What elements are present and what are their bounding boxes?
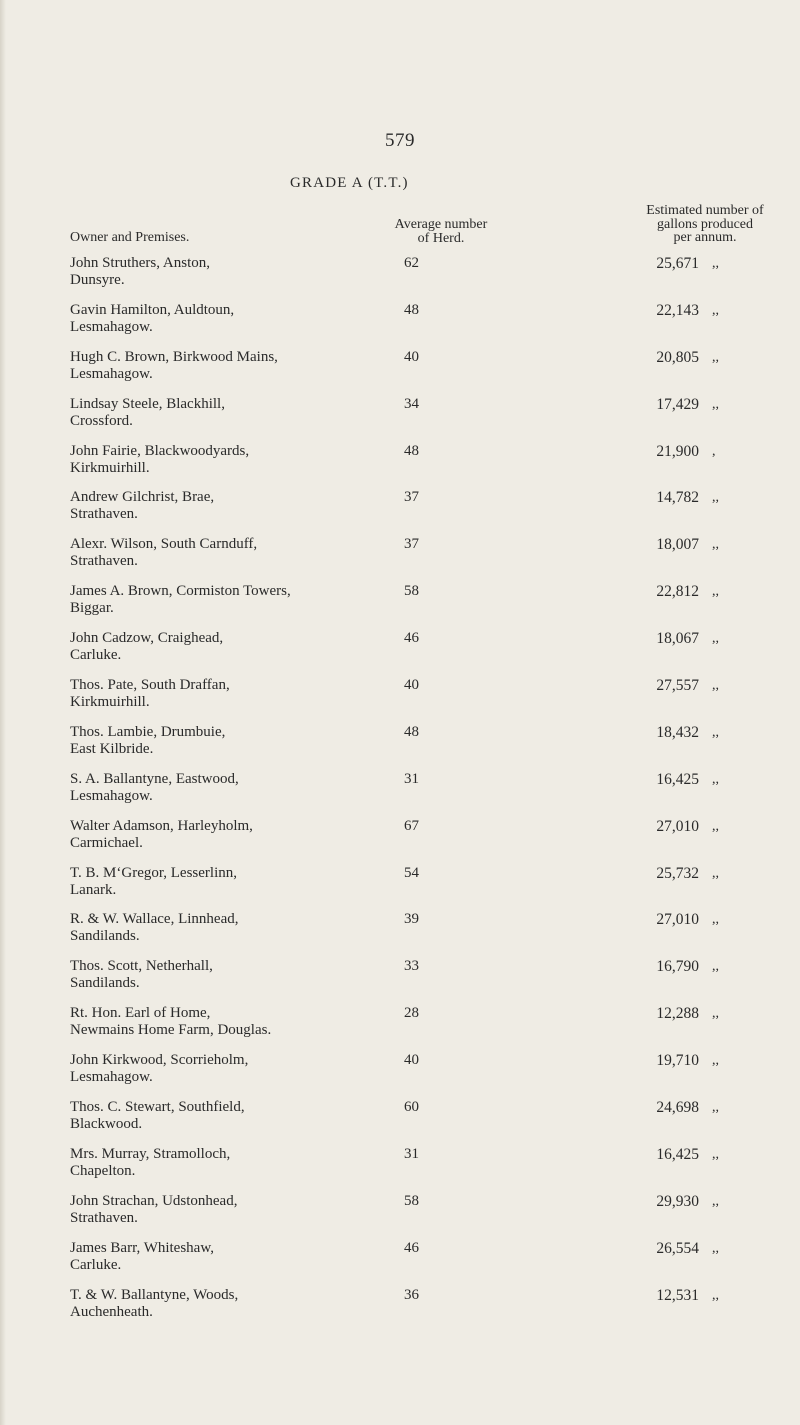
premises-place: Carmichael. — [70, 834, 143, 851]
premises-place: Strathaven. — [70, 506, 138, 523]
herd-count: 36 — [404, 1286, 419, 1303]
premises-place: Auchenheath. — [70, 1303, 153, 1320]
owner-premises — [70, 536, 380, 570]
table-row — [0, 1287, 800, 1334]
herd-count: 40 — [404, 348, 419, 365]
herd-count: 58 — [404, 583, 419, 600]
owner-premises — [70, 630, 380, 664]
herd-count: 31 — [404, 770, 419, 787]
gallons-per-annum: 17,429 — [656, 395, 699, 413]
premises-place: Carluke. — [70, 647, 122, 664]
owner-name: Alexr. Wilson, South Carnduff, — [70, 536, 258, 553]
gallons-per-annum: 27,010 — [656, 911, 699, 929]
premises-place: Kirkmuirhill. — [70, 459, 150, 476]
owner-premises — [70, 958, 380, 992]
herd-count: 40 — [404, 1052, 419, 1069]
table-row — [0, 302, 800, 349]
ditto-mark: ,, — [712, 1053, 719, 1069]
owner-name: Thos. Pate, South Draffan, — [70, 677, 230, 694]
grade-title: GRADE A (T.T.) — [290, 175, 409, 191]
table-row — [0, 489, 800, 536]
ditto-mark: ,, — [712, 865, 719, 881]
owner-name: Lindsay Steele, Blackhill, — [70, 395, 225, 412]
gallons-per-annum: 14,782 — [656, 489, 699, 507]
premises-place: Lanark. — [70, 881, 117, 898]
owner-premises — [70, 1052, 380, 1086]
ditto-mark: ,, — [712, 912, 719, 928]
herd-count: 33 — [404, 958, 419, 975]
header-herd — [376, 218, 506, 246]
table-row — [0, 1240, 800, 1287]
table-row — [0, 1052, 800, 1099]
herd-count: 62 — [404, 255, 419, 271]
ditto-mark: ,, — [712, 584, 719, 600]
gallons-per-annum: 22,143 — [656, 301, 699, 319]
gallons-per-annum: 12,531 — [656, 1286, 699, 1304]
ditto-mark: ,, — [712, 771, 719, 787]
premises-place: Lesmahagow. — [70, 365, 153, 382]
header-herd-line2: of Herd. — [417, 231, 465, 246]
herd-count: 37 — [404, 536, 419, 553]
header-gallons — [610, 204, 800, 245]
table-row — [0, 583, 800, 630]
owner-premises — [70, 489, 380, 523]
owner-premises — [70, 677, 380, 711]
herd-count: 39 — [404, 911, 419, 928]
table-row — [0, 443, 800, 490]
herd-count: 48 — [404, 301, 419, 318]
gallons-per-annum: 21,900 — [656, 442, 699, 460]
ditto-mark: ,, — [712, 1240, 719, 1256]
ditto-mark: , — [712, 443, 716, 459]
gallons-per-annum: 16,790 — [656, 958, 699, 976]
table-row — [0, 1146, 800, 1193]
premises-place: Sandilands. — [70, 975, 140, 992]
owner-name: John Struthers, Anston, — [70, 255, 211, 271]
gallons-per-annum: 22,812 — [656, 583, 699, 601]
table-row — [0, 1193, 800, 1240]
owner-premises — [70, 818, 380, 852]
ditto-mark: ,, — [712, 1006, 719, 1022]
table-row — [0, 958, 800, 1005]
owner-name: R. & W. Wallace, Linnhead, — [70, 911, 239, 928]
owner-name: S. A. Ballantyne, Eastwood, — [70, 770, 239, 787]
owner-name: John Kirkwood, Scorrieholm, — [70, 1052, 249, 1069]
premises-place: Blackwood. — [70, 1116, 143, 1133]
table-row — [0, 865, 800, 912]
owner-premises — [70, 1193, 380, 1227]
gallons-per-annum: 26,554 — [656, 1239, 699, 1257]
ditto-mark: ,, — [712, 396, 719, 412]
herd-count: 31 — [404, 1145, 419, 1162]
owner-name: Andrew Gilchrist, Brae, — [70, 489, 215, 506]
header-owner-label: Owner and Premises. — [70, 230, 190, 245]
herd-count: 28 — [404, 1005, 419, 1022]
ditto-mark: ,, — [712, 1146, 719, 1162]
herd-count: 48 — [404, 442, 419, 459]
header-gallons-line3: per annum. — [673, 230, 737, 245]
ditto-mark: ,, — [712, 678, 719, 694]
table-row — [0, 536, 800, 583]
owner-name: T. & W. Ballantyne, Woods, — [70, 1286, 239, 1303]
herd-count: 40 — [404, 677, 419, 694]
herd-count: 46 — [404, 630, 419, 647]
table-row — [0, 1005, 800, 1052]
premises-place: Sandilands. — [70, 928, 140, 945]
ditto-mark: ,, — [712, 818, 719, 834]
premises-place: Strathaven. — [70, 553, 138, 570]
table-row — [0, 771, 800, 818]
owner-premises — [70, 771, 380, 805]
owner-premises — [70, 1005, 380, 1039]
gallons-per-annum: 20,805 — [656, 348, 699, 366]
header-gallons-line1: Estimated number of — [646, 203, 764, 218]
owner-name: Thos. Scott, Netherhall, — [70, 958, 213, 975]
premises-place: Crossford. — [70, 412, 133, 429]
table-row — [0, 818, 800, 865]
gallons-per-annum: 18,432 — [656, 723, 699, 741]
header-herd-line1: Average number — [394, 217, 488, 232]
herd-table — [0, 255, 800, 1333]
owner-name: Hugh C. Brown, Birkwood Mains, — [70, 348, 278, 365]
premises-place: Lesmahagow. — [70, 1069, 153, 1086]
herd-count: 34 — [404, 395, 419, 412]
premises-place: Strathaven. — [70, 1209, 138, 1226]
herd-count: 37 — [404, 489, 419, 506]
owner-name: Mrs. Murray, Stramolloch, — [70, 1145, 231, 1162]
premises-place: Lesmahagow. — [70, 787, 153, 804]
ditto-mark: ,, — [712, 1100, 719, 1116]
gallons-per-annum: 24,698 — [656, 1099, 699, 1117]
gallons-per-annum: 16,425 — [656, 1145, 699, 1163]
gallons-per-annum: 27,557 — [656, 677, 699, 695]
gallons-per-annum: 19,710 — [656, 1052, 699, 1070]
owner-premises — [70, 583, 380, 617]
gallons-per-annum: 18,067 — [656, 630, 699, 648]
gallons-per-annum: 29,930 — [656, 1192, 699, 1210]
herd-count: 58 — [404, 1192, 419, 1209]
premises-place: East Kilbride. — [70, 740, 154, 757]
table-row — [0, 396, 800, 443]
owner-premises — [70, 255, 380, 289]
premises-place: Biggar. — [70, 600, 114, 617]
header-gallons-line2: gallons produced — [656, 216, 754, 232]
owner-name: John Cadzow, Craighead, — [70, 630, 224, 647]
premises-place: Kirkmuirhill. — [70, 694, 150, 711]
page-number: 579 — [385, 130, 415, 151]
owner-name: James A. Brown, Cormiston Towers, — [70, 583, 291, 600]
gallons-per-annum: 18,007 — [656, 536, 699, 554]
table-row — [0, 255, 800, 302]
herd-count: 67 — [404, 817, 419, 834]
owner-premises — [70, 1240, 380, 1274]
ditto-mark: ,, — [712, 1193, 719, 1209]
premises-place: Newmains Home Farm, Douglas. — [70, 1022, 272, 1039]
gallons-per-annum: 25,671 — [656, 255, 699, 272]
ditto-mark: ,, — [712, 724, 719, 740]
owner-name: Thos. Lambie, Drumbuie, — [70, 723, 226, 740]
owner-premises — [70, 1099, 380, 1133]
table-row — [0, 1099, 800, 1146]
ditto-mark: ,, — [712, 349, 719, 365]
ditto-mark: ,, — [712, 256, 719, 271]
premises-place: Dunsyre. — [70, 272, 125, 288]
owner-name: Walter Adamson, Harleyholm, — [70, 817, 253, 834]
premises-place: Carluke. — [70, 1256, 122, 1273]
table-row — [0, 677, 800, 724]
herd-count: 54 — [404, 864, 419, 881]
table-row — [0, 724, 800, 771]
owner-name: John Fairie, Blackwoodyards, — [70, 442, 250, 459]
owner-premises — [70, 396, 380, 430]
owner-name: T. B. M‘Gregor, Lesserlinn, — [70, 864, 237, 881]
premises-place: Chapelton. — [70, 1162, 136, 1179]
owner-premises — [70, 443, 380, 477]
ditto-mark: ,, — [712, 302, 719, 318]
herd-count: 60 — [404, 1099, 419, 1116]
owner-premises — [70, 724, 380, 758]
ditto-mark: ,, — [712, 1287, 719, 1303]
ditto-mark: ,, — [712, 537, 719, 553]
table-row — [0, 911, 800, 958]
gallons-per-annum: 25,732 — [656, 864, 699, 882]
herd-count: 48 — [404, 723, 419, 740]
owner-premises — [70, 865, 380, 899]
table-row — [0, 630, 800, 677]
herd-count: 46 — [404, 1239, 419, 1256]
gallons-per-annum: 16,425 — [656, 770, 699, 788]
owner-name: Rt. Hon. Earl of Home, — [70, 1005, 211, 1022]
owner-premises — [70, 911, 380, 945]
owner-premises — [70, 1146, 380, 1180]
gallons-per-annum: 27,010 — [656, 817, 699, 835]
header-owner — [70, 231, 189, 245]
ditto-mark: ,, — [712, 959, 719, 975]
ditto-mark: ,, — [712, 490, 719, 506]
owner-premises — [70, 302, 380, 336]
owner-name: Gavin Hamilton, Auldtoun, — [70, 301, 235, 318]
owner-name: John Strachan, Udstonhead, — [70, 1192, 238, 1209]
table-row — [0, 349, 800, 396]
owner-name: Thos. C. Stewart, Southfield, — [70, 1099, 245, 1116]
owner-name: James Barr, Whiteshaw, — [70, 1239, 214, 1256]
owner-premises — [70, 349, 380, 383]
premises-place: Lesmahagow. — [70, 318, 153, 335]
gallons-per-annum: 12,288 — [656, 1005, 699, 1023]
ditto-mark: ,, — [712, 631, 719, 647]
owner-premises — [70, 1287, 380, 1321]
